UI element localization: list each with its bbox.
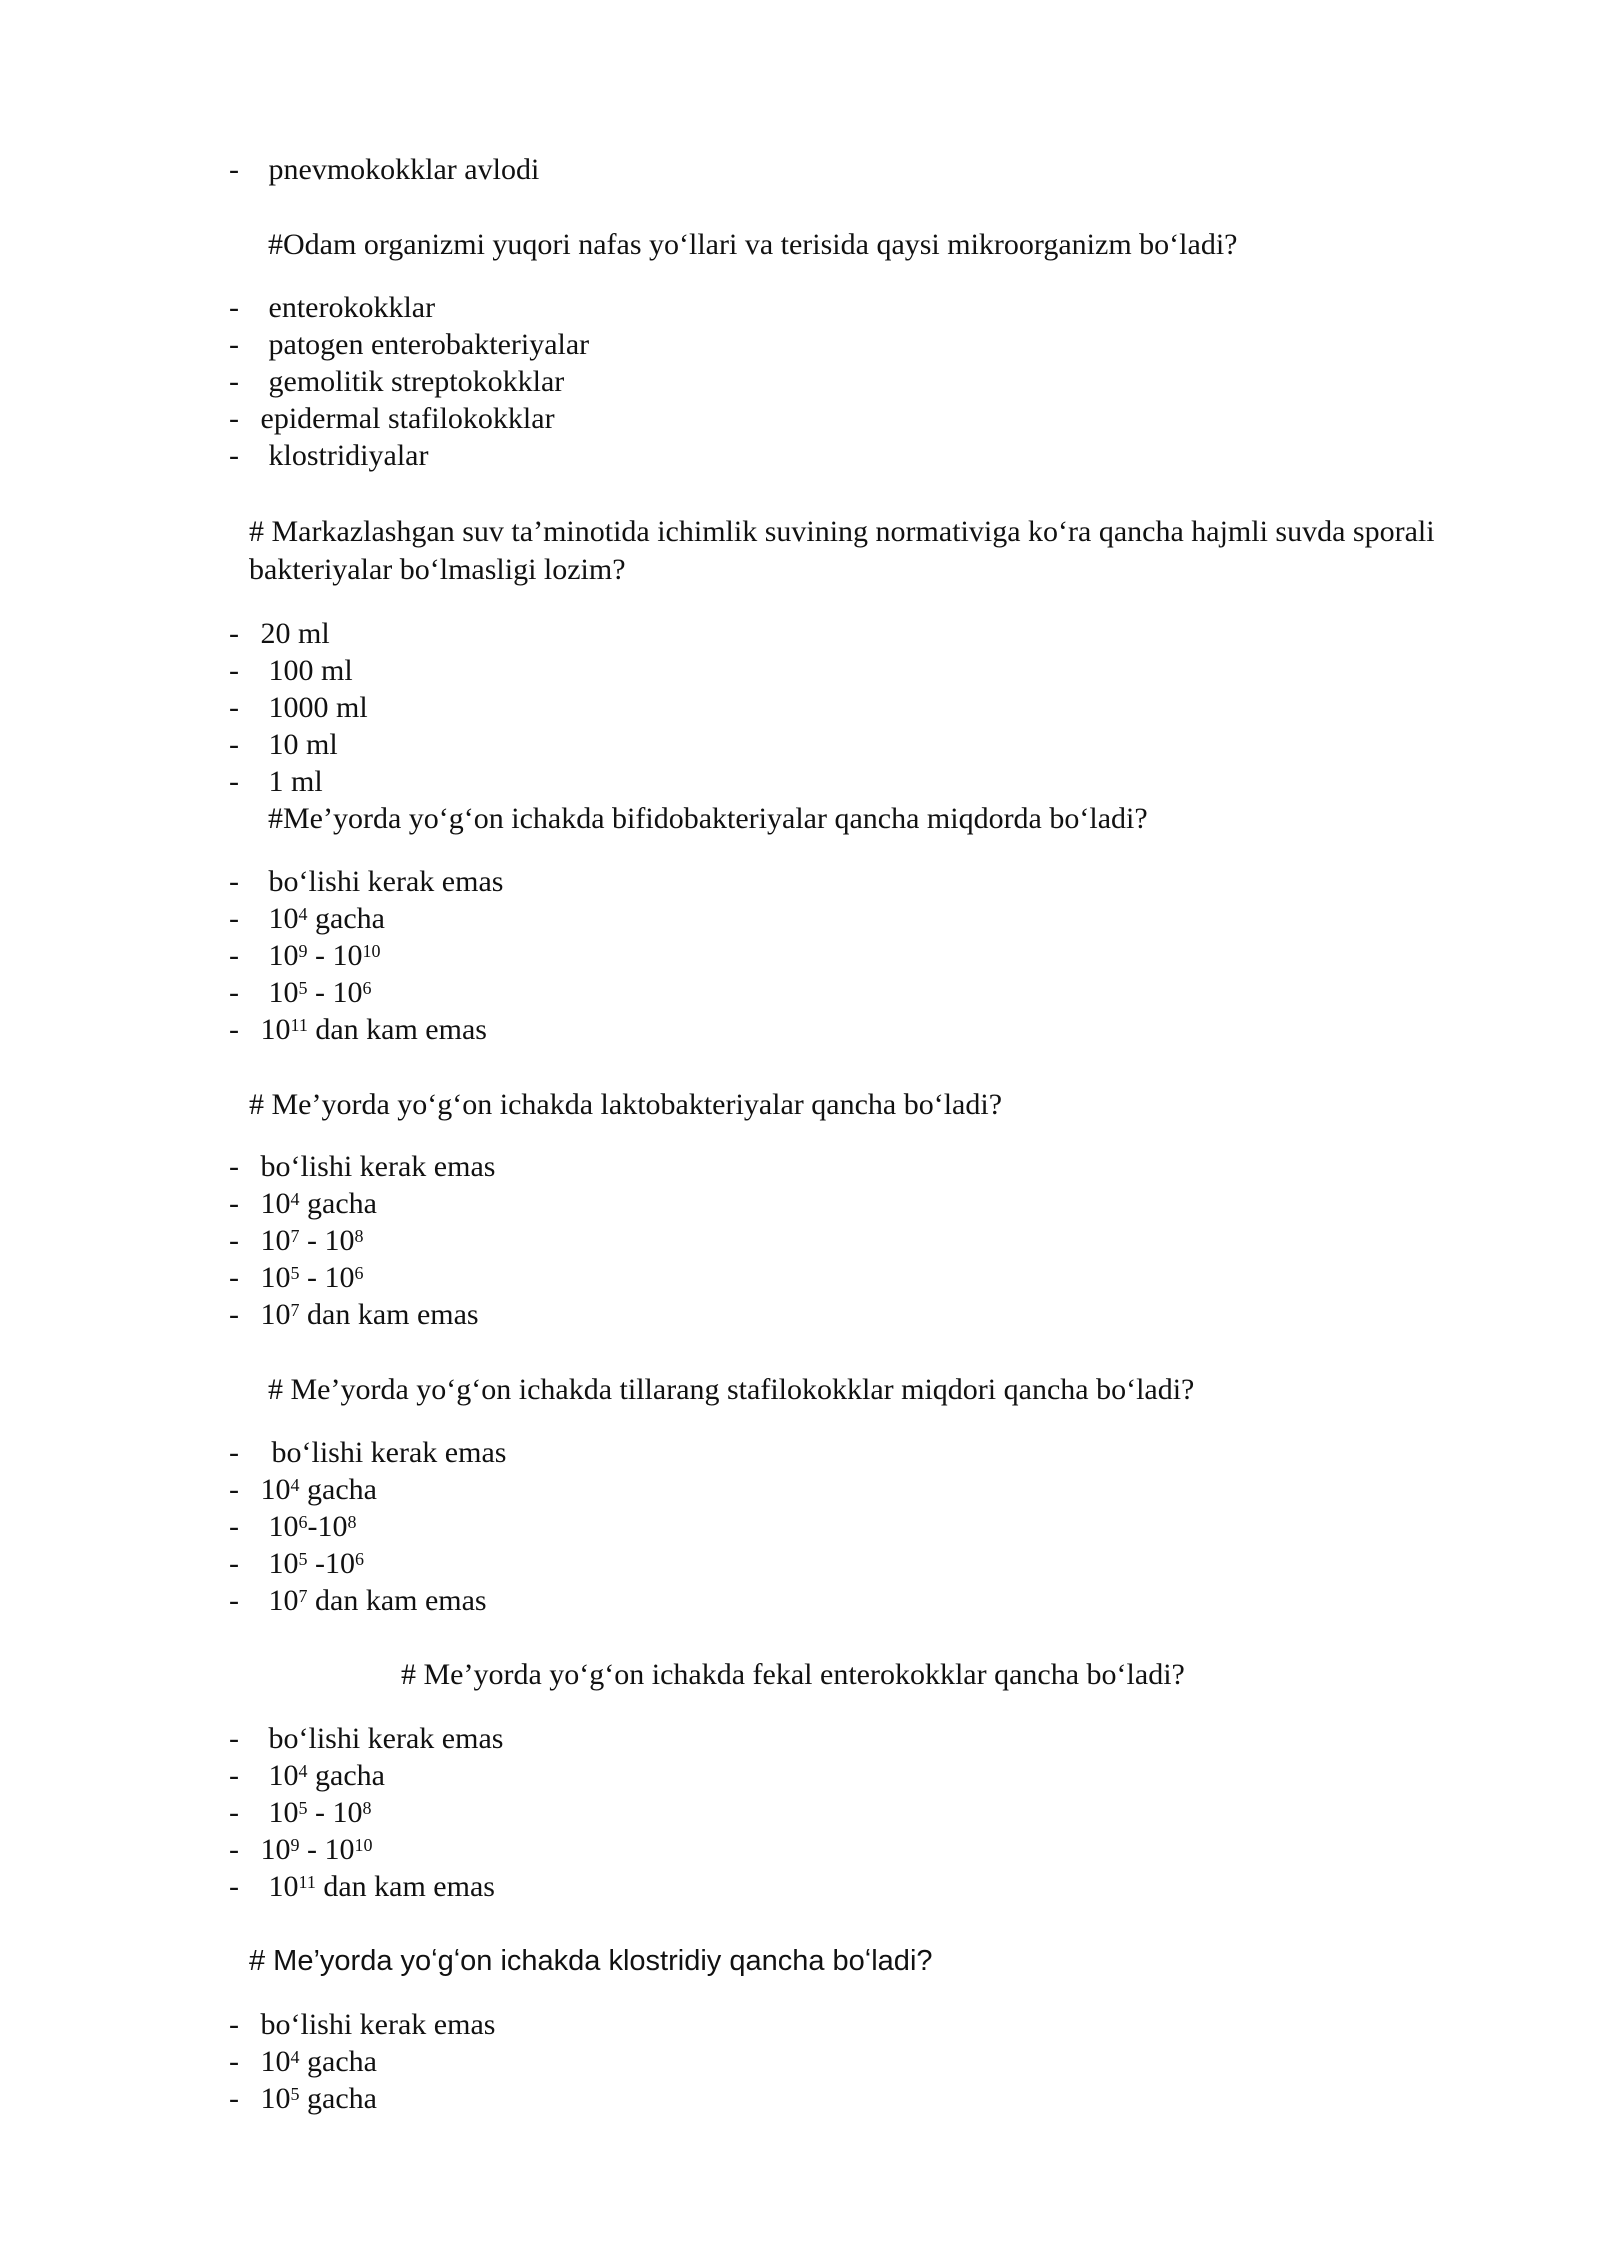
list-item (229, 653, 353, 689)
option-text: 100 ml (268, 654, 353, 687)
list-dash: - (229, 1547, 239, 1580)
question-text: #Me’yorda yo‘g‘on ichakda bifidobakteriyalar qancha miqdorda bo‘ladi? (268, 802, 1148, 835)
option-text: $10^{11}$ dan kam emas (260, 1013, 487, 1046)
list-item (229, 290, 435, 326)
list-item (229, 1149, 495, 1185)
option-text: bo‘lishi kerak emas (268, 1722, 504, 1755)
list-dash: - (229, 328, 239, 361)
option-text: patogen enterobakteriyalar (268, 328, 590, 361)
list-item (229, 1297, 479, 1333)
question-text: # Markazlashgan suv ta’minotida ichimlik suvining normativiga ko‘ra qancha hajmli suvda sporali bakteriyalar bo‘lmasligi lozim? (249, 515, 1435, 586)
list-item (229, 1721, 503, 1757)
list-item (229, 975, 372, 1011)
option-text: $10^9 - 10^{10}$ (260, 1833, 373, 1866)
option-text: bo‘lishi kerak emas (268, 865, 504, 898)
list-item (229, 2007, 495, 2043)
list-dash: - (229, 1722, 239, 1755)
list-dash: - (229, 1870, 239, 1903)
list-item (229, 1223, 364, 1259)
option-text: $10^4$ gacha (268, 902, 385, 935)
list-dash: - (229, 1013, 239, 1046)
option-text: 20 ml (260, 617, 330, 650)
option-text: bo‘lishi kerak emas (260, 1150, 496, 1183)
list-item (229, 1795, 372, 1831)
option-text: 1000 ml (268, 691, 368, 724)
question-text: # Me’yorda yoʻgʻon ichakda klostridiy qancha boʻladi? (249, 1945, 933, 1977)
list-item (229, 690, 368, 726)
list-item (229, 616, 330, 652)
list-dash: - (229, 291, 239, 324)
list-item (229, 764, 323, 800)
list-item (229, 1869, 495, 1905)
option-text: $10^7$ dan kam emas (260, 1298, 479, 1331)
question-text: # Me’yorda yo‘g‘on ichakda fekal enterokokklar qancha bo‘ladi? (401, 1658, 1185, 1691)
list-item (229, 152, 539, 188)
list-dash: - (229, 1473, 239, 1506)
question-text: # Me’yorda yo‘g‘on ichakda laktobakteriyalar qancha bo‘ladi? (249, 1088, 1003, 1121)
list-item (229, 1186, 377, 1222)
list-item (229, 1546, 364, 1582)
list-dash: - (229, 939, 239, 972)
list-dash: - (229, 691, 239, 724)
list-item (229, 1509, 357, 1545)
list-dash: - (229, 1150, 239, 1183)
list-dash: - (229, 902, 239, 935)
list-dash: - (229, 976, 239, 1009)
list-dash: - (229, 1261, 239, 1294)
list-dash: - (229, 402, 239, 435)
option-text: $10^4$ gacha (260, 2045, 377, 2078)
list-dash: - (229, 1224, 239, 1257)
list-item (229, 327, 589, 363)
list-dash: - (229, 2008, 239, 2041)
list-dash: - (229, 865, 239, 898)
list-dash: - (229, 654, 239, 687)
list-item (229, 1832, 373, 1868)
list-item (229, 401, 555, 437)
list-item (229, 1260, 364, 1296)
option-text: $10^6-10^8$ (268, 1510, 357, 1543)
option-text: $10^5 - 10^8$ (268, 1796, 372, 1829)
option-text: $10^4$ gacha (268, 1759, 385, 1792)
list-dash: - (229, 1796, 239, 1829)
list-dash: - (229, 2082, 239, 2115)
list-dash: - (229, 1584, 239, 1617)
option-text: enterokokklar (268, 291, 436, 324)
option-text: $10^5 - 10^6$ (268, 976, 372, 1009)
question-text: # Me’yorda yo‘g‘on ichakda tillarang stafilokokklar miqdori qancha bo‘ladi? (268, 1373, 1195, 1406)
list-dash: - (229, 728, 239, 761)
option-text: $10^5 - 10^6$ (260, 1261, 364, 1294)
list-dash: - (229, 1298, 239, 1331)
option-text: $10^4$ gacha (260, 1473, 377, 1506)
list-item (229, 438, 428, 474)
list-dash: - (229, 617, 239, 650)
list-item (229, 364, 564, 400)
option-text: pnevmokokklar avlodi (268, 153, 540, 186)
list-dash: - (229, 153, 239, 186)
option-text: bo‘lishi kerak emas (260, 2008, 496, 2041)
list-item (229, 1583, 487, 1619)
list-item (229, 1435, 506, 1471)
option-text: $10^{11}$ dan kam emas (268, 1870, 495, 1903)
option-text: $10^4$ gacha (260, 1187, 377, 1220)
list-item (229, 727, 338, 763)
list-dash: - (229, 439, 239, 472)
option-text: $10^5$ gacha (260, 2082, 377, 2115)
list-item (229, 1472, 377, 1508)
option-text: klostridiyalar (268, 439, 429, 472)
list-dash: - (229, 1759, 239, 1792)
list-item (229, 864, 503, 900)
list-item (229, 2081, 377, 2117)
list-item (229, 1012, 487, 1048)
option-text: $10^7$ dan kam emas (268, 1584, 487, 1617)
option-text: epidermal stafilokokklar (260, 402, 555, 435)
list-dash: - (229, 765, 239, 798)
list-dash: - (229, 1436, 239, 1469)
list-dash: - (229, 1187, 239, 1220)
list-item (229, 2044, 377, 2080)
option-text: $10^7 - 10^8$ (260, 1224, 364, 1257)
list-dash: - (229, 1510, 239, 1543)
option-text: gemolitik streptokokklar (268, 365, 565, 398)
list-item (229, 1758, 385, 1794)
list-dash: - (229, 2045, 239, 2078)
option-text: $10^9 - 10^{10}$ (268, 939, 381, 972)
option-text: bo‘lishi kerak emas (271, 1436, 507, 1469)
list-dash: - (229, 365, 239, 398)
list-item (229, 901, 385, 937)
list-item (229, 938, 381, 974)
option-text: $10^5$ $-10^6$ (268, 1547, 364, 1580)
list-dash: - (229, 1833, 239, 1866)
option-text: 1 ml (268, 765, 323, 798)
option-text: 10 ml (268, 728, 338, 761)
question-text: #Odam organizmi yuqori nafas yo‘llari va terisida qaysi mikroorganizm bo‘ladi? (268, 228, 1238, 261)
